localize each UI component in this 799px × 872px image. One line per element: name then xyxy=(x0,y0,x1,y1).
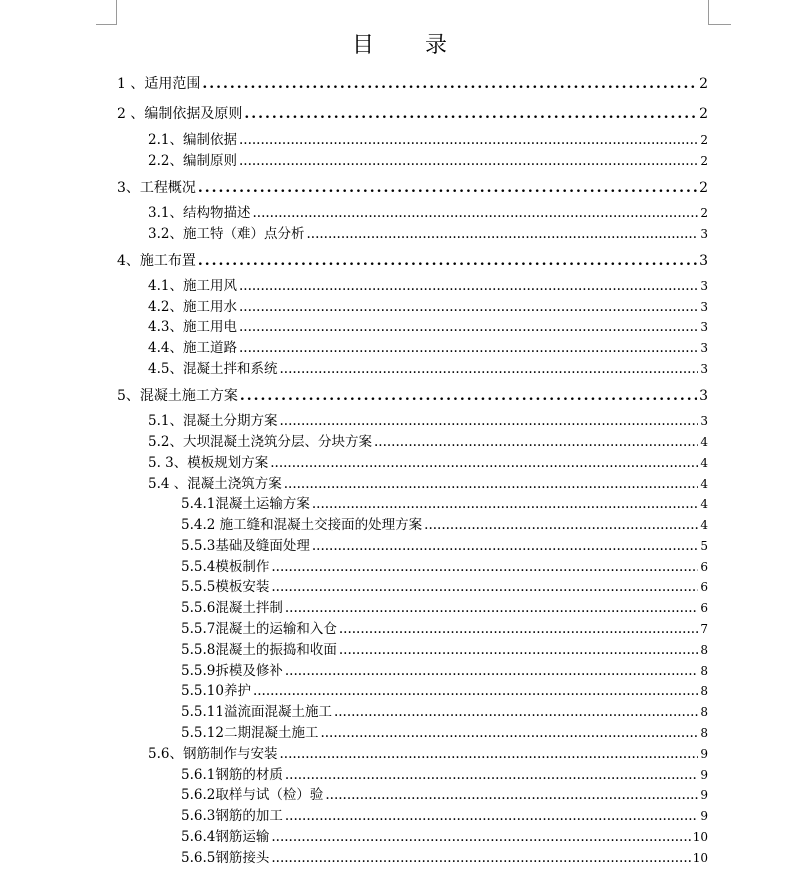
toc-entry-page-number: 9 xyxy=(700,788,708,802)
toc-entry-label: 4.4、施工道路 xyxy=(148,340,237,356)
toc-entry[interactable] xyxy=(181,724,708,743)
toc-entry[interactable] xyxy=(148,412,708,431)
toc-entry[interactable] xyxy=(181,807,708,826)
toc-entry[interactable] xyxy=(148,152,708,171)
toc-entry[interactable] xyxy=(117,386,708,406)
toc-entry-page-number: 2 xyxy=(700,154,708,168)
toc-entry[interactable] xyxy=(148,433,708,452)
toc-entry-page-number: 8 xyxy=(700,643,708,657)
toc-leader-dots xyxy=(339,641,699,660)
toc-leader-dots xyxy=(239,318,698,337)
toc-entry-page-number: 2 xyxy=(699,76,708,92)
toc-entry[interactable] xyxy=(181,766,708,785)
toc-entry-label: 5.4.1混凝土运输方案 xyxy=(181,496,310,512)
toc-entry-page-number: 4 xyxy=(700,497,708,511)
toc-entry-label: 2 、编制依据及原则 xyxy=(117,106,243,122)
toc-entry-label: 5.6.4钢筋运输 xyxy=(181,829,270,845)
toc-leader-dots xyxy=(284,475,699,494)
toc-leader-dots xyxy=(271,578,698,597)
toc-leader-dots xyxy=(198,251,697,271)
toc-entry[interactable] xyxy=(148,131,708,150)
toc-entry-page-number: 2 xyxy=(700,206,708,220)
toc-entry[interactable] xyxy=(117,74,708,94)
toc-entry-label: 2.1、编制依据 xyxy=(148,132,237,148)
toc-entry-label: 5.1、混凝土分期方案 xyxy=(148,413,278,429)
toc-entry-label: 5.5.8混凝土的振捣和收面 xyxy=(181,642,337,658)
toc-entry[interactable] xyxy=(181,828,708,847)
toc-entry-label: 4、施工布置 xyxy=(117,253,196,269)
toc-entry-label: 5.4.2 施工缝和混凝土交接面的处理方案 xyxy=(181,517,423,533)
toc-entry-label: 5.6、钢筋制作与安装 xyxy=(148,746,278,762)
toc-leader-dots xyxy=(244,104,697,124)
toc-entry-page-number: 9 xyxy=(700,747,708,761)
toc-entry[interactable] xyxy=(148,745,708,764)
toc-leader-dots xyxy=(271,828,690,847)
toc-entry-page-number: 6 xyxy=(700,601,708,615)
toc-entry[interactable] xyxy=(148,225,708,244)
toc-entry[interactable] xyxy=(181,786,708,805)
toc-entry-page-number: 6 xyxy=(700,580,708,594)
toc-entry[interactable] xyxy=(181,703,708,722)
toc-entry[interactable] xyxy=(181,516,708,535)
toc-entry-page-number: 10 xyxy=(692,851,708,865)
toc-entry-label: 5.5.4模板制作 xyxy=(181,559,270,575)
toc-leader-dots xyxy=(240,386,697,406)
toc-entry-label: 5.5.9拆模及修补 xyxy=(181,663,283,679)
toc-entry[interactable] xyxy=(181,682,708,701)
toc-entry[interactable] xyxy=(148,454,708,473)
toc-entry[interactable] xyxy=(117,104,708,124)
toc-entry-label: 5.6.1钢筋的材质 xyxy=(181,767,283,783)
toc-entry-label: 3.1、结构物描述 xyxy=(148,205,251,221)
toc-leader-dots xyxy=(424,516,698,535)
toc-entry-label: 5、混凝土施工方案 xyxy=(117,388,238,404)
toc-leader-dots xyxy=(285,662,699,681)
toc-entry-label: 4.3、施工用电 xyxy=(148,319,237,335)
toc-leader-dots xyxy=(306,225,698,244)
toc-entry[interactable] xyxy=(181,578,708,597)
toc-leader-dots xyxy=(239,131,698,150)
toc-entry-label: 5.4 、混凝土浇筑方案 xyxy=(148,476,282,492)
toc-entry-page-number: 3 xyxy=(700,414,708,428)
toc-leader-dots xyxy=(239,277,698,296)
toc-entry-page-number: 2 xyxy=(700,133,708,147)
toc-entry-page-number: 3 xyxy=(700,227,708,241)
toc-entry-label: 3.2、施工特（难）点分析 xyxy=(148,226,305,242)
toc-entry-page-number: 8 xyxy=(700,664,708,678)
toc-entry-page-number: 8 xyxy=(700,684,708,698)
toc-entry-label: 5.6.3钢筋的加工 xyxy=(181,808,283,824)
toc-leader-dots xyxy=(239,298,698,317)
toc-entry[interactable] xyxy=(181,495,708,514)
toc-leader-dots xyxy=(279,745,698,764)
toc-entry[interactable] xyxy=(148,360,708,379)
toc-leader-dots xyxy=(279,360,698,379)
toc-entry-label: 5. 3、模板规划方案 xyxy=(148,455,269,471)
toc-entry-label: 5.5.6混凝土拌制 xyxy=(181,600,283,616)
toc-entry-page-number: 4 xyxy=(700,518,708,532)
toc-entry[interactable] xyxy=(148,204,708,223)
toc-entry-label: 5.5.7混凝土的运输和入仓 xyxy=(181,621,337,637)
toc-leader-dots xyxy=(312,537,699,556)
toc-entry-label: 4.5、混凝土拌和系统 xyxy=(148,361,278,377)
toc-leader-dots xyxy=(270,454,698,473)
toc-entry-label: 5.5.5模板安装 xyxy=(181,579,270,595)
page-title: 目 录 xyxy=(352,33,469,58)
toc-entry[interactable] xyxy=(148,277,708,296)
toc-entry[interactable] xyxy=(181,537,708,556)
toc-entry-page-number: 3 xyxy=(700,362,708,376)
toc-entry-label: 5.5.10养护 xyxy=(181,683,251,699)
toc-entry-label: 5.2、大坝混凝土浇筑分层、分块方案 xyxy=(148,434,372,450)
toc-entry-page-number: 3 xyxy=(699,253,708,269)
toc-leader-dots xyxy=(339,620,699,639)
toc-entry[interactable] xyxy=(148,318,708,337)
toc-entry-page-number: 3 xyxy=(700,341,708,355)
toc-entry[interactable] xyxy=(181,849,708,868)
toc-leader-dots xyxy=(253,682,698,701)
toc-leader-dots xyxy=(239,339,698,358)
toc-entry-page-number: 5 xyxy=(700,539,708,553)
toc-entry-label: 5.5.11溢流面混凝土施工 xyxy=(181,704,332,720)
toc-entry[interactable] xyxy=(181,620,708,639)
toc-leader-dots xyxy=(271,558,698,577)
toc-entry-page-number: 2 xyxy=(699,106,708,122)
toc-leader-dots xyxy=(374,433,698,452)
toc-entry-page-number: 9 xyxy=(700,809,708,823)
toc-entry-page-number: 6 xyxy=(700,560,708,574)
toc-entry-label: 1 、适用范围 xyxy=(117,76,201,92)
toc-entry-label: 5.5.12二期混凝土施工 xyxy=(181,725,319,741)
toc-leader-dots xyxy=(271,849,690,868)
toc-entry-label: 3、工程概况 xyxy=(117,180,196,196)
toc-entry-page-number: 3 xyxy=(699,388,708,404)
toc-entry-page-number: 2 xyxy=(699,180,708,196)
toc-entry-label: 5.6.5钢筋接头 xyxy=(181,850,270,866)
toc-leader-dots xyxy=(202,74,697,94)
toc-entry-label: 4.1、施工用风 xyxy=(148,278,237,294)
toc-leader-dots xyxy=(334,703,698,722)
toc-entry-page-number: 4 xyxy=(700,477,708,491)
toc-leader-dots xyxy=(239,152,698,171)
toc-entry-page-number: 3 xyxy=(700,300,708,314)
toc-entry-label: 2.2、编制原则 xyxy=(148,153,237,169)
toc-entry[interactable] xyxy=(181,641,708,660)
toc-leader-dots xyxy=(285,766,699,785)
toc-entry-page-number: 9 xyxy=(700,768,708,782)
toc-entry-label: 5.5.3基础及缝面处理 xyxy=(181,538,310,554)
toc-entry-page-number: 4 xyxy=(700,435,708,449)
toc-leader-dots xyxy=(285,599,699,618)
toc-leader-dots xyxy=(198,178,697,198)
toc-entry-page-number: 8 xyxy=(700,705,708,719)
toc-entry-label: 4.2、施工用水 xyxy=(148,299,237,315)
toc-entry[interactable] xyxy=(148,475,708,494)
toc-entry[interactable] xyxy=(181,662,708,681)
toc-entry-page-number: 4 xyxy=(700,456,708,470)
toc-entry[interactable] xyxy=(148,298,708,317)
toc-entry[interactable] xyxy=(181,558,708,577)
toc-leader-dots xyxy=(320,724,698,743)
toc-entry-page-number: 3 xyxy=(700,320,708,334)
toc-leader-dots xyxy=(279,412,698,431)
toc-entry[interactable] xyxy=(148,339,708,358)
toc-entry[interactable] xyxy=(181,599,708,618)
toc-entry-page-number: 3 xyxy=(700,279,708,293)
toc-leader-dots xyxy=(285,807,699,826)
toc-entry-page-number: 7 xyxy=(700,622,708,636)
toc-leader-dots xyxy=(325,786,698,805)
toc-entry-page-number: 10 xyxy=(692,830,708,844)
toc-leader-dots xyxy=(252,204,698,223)
toc-entry[interactable] xyxy=(117,251,708,271)
toc-entry[interactable] xyxy=(117,178,708,198)
toc-entry-page-number: 8 xyxy=(700,726,708,740)
toc-entry-label: 5.6.2取样与试（检）验 xyxy=(181,787,324,803)
toc-leader-dots xyxy=(312,495,699,514)
